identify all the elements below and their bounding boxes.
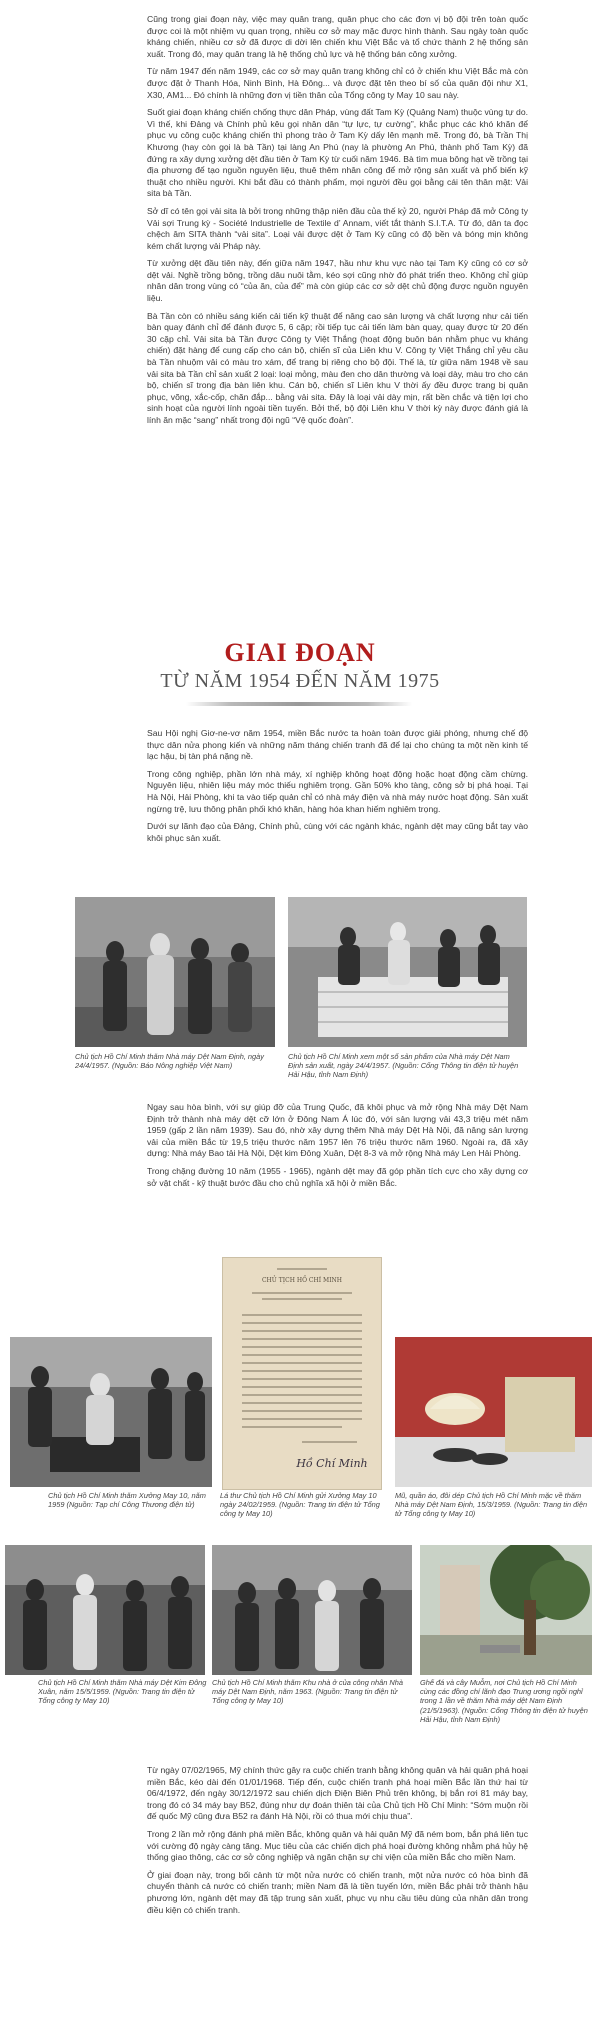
letter-signature: Hồ Chí Minh [296, 1457, 368, 1470]
section-2-text [147, 728, 528, 850]
photo-caption: Mũ, quần áo, đôi dép Chủ tịch Hồ Chí Minh mặc về thăm Nhà máy Dệt Nam Định, 15/3/1959. (Nguồn: Trang tin điện tử Tổng công ty May 10) [395, 1491, 588, 1519]
paragraph: Trong 2 lần mở rộng đánh phá miền Bắc, không quân và hải quân Mỹ đã ném bom, bắn phá liên tục với cường độ ngày càng tăng. Mục tiêu của các chiến dịch phá hoại đường không nhằm phá hủy hệ thống giao thông, các cơ sở công nghiệp và ngăn chặn sự chi viện của miền Bắc cho miền Nam. [147, 1828, 528, 1863]
paragraph: Ở giai đoạn này, trong bối cảnh từ một nửa nước có chiến tranh, một nửa nước có hòa bình đã chuyển thành cả nước có chiến tranh; miền Nam đã là tiền tuyến lớn, miền Bắc phải trở thành hậu phương lớn, ngành dệt may đã tập trung sản xuất, phục vụ nhu cầu tiêu dùng của nhân dân trong điều kiện có chiến tranh. [147, 1869, 528, 1915]
section-header [0, 638, 600, 693]
photo-products-review [288, 897, 527, 1047]
paragraph: Suốt giai đoạn kháng chiến chống thực dân Pháp, vùng đất Tam Kỳ (Quảng Nam) thuộc vùng tự do. Vì thế, khi Đảng và Chính phủ kêu gọi nhân dân “tự lực, tự cường”, khắc phục các khó khăn để phục vụ công cuộc kháng chiến thì phong trào ở Tam Kỳ dấy lên mạnh mẽ. Trong đó, bà Trần Thị Khương (hay còn gọi là bà Tần) tại làng An Phú (nay là phường An Phú, thành phố Tam Kỳ) đã đứng ra xây dựng xưởng dệt đầu tiên ở Tam Kỳ từ cuối năm 1946. Bà tìm mua bông hạt về trồng tại địa phương để tạo nguồn nguyên liệu, thuê thêm nhân công để mở rộng sản xuất và phổ biến kỹ thuật cho nhiều người. Khi bắt đầu có thành phẩm, mọi người đều gọi bằng cái tên thân mật: Vải sita bà Tần. [147, 107, 528, 199]
paragraph: Sau Hội nghị Giơ-ne-vơ năm 1954, miền Bắc nước ta hoàn toàn được giải phóng, nhưng chế độ thực dân nửa phong kiến và những năm tháng chiến tranh đã để lại cho chúng ta một nền kinh tế lạc hậu, bị tàn phá nặng nề. [147, 728, 528, 762]
photo-caption: Chủ tịch Hồ Chí Minh thăm Xưởng May 10, năm 1959 (Nguồn: Tạp chí Công Thương điện tử) [48, 1491, 206, 1510]
paragraph: Từ ngày 07/02/1965, Mỹ chính thức gây ra cuộc chiến tranh bằng không quân và hải quân phá hoại miền Bắc, kéo dài đến 01/01/1968. Tiếp đến, cuộc chiến tranh phá hoại miền Bắc lần thứ hai từ 06/4/1972, đến ngày 30/12/1972 sau chiến dịch Điện Biên Phủ trên không, bị bắn rơi 81 máy bay, trong đó có 34 máy bay B52, đúng như dự đoán thiên tài của Chủ tịch Hồ Chí Minh: “Sớm muộn rồi đế quốc Mỹ cũng đưa B52 ra đánh Hà Nội, rồi có thua mới chịu thua”. [147, 1765, 528, 1822]
photo-caption: Lá thư Chủ tịch Hồ Chí Minh gửi Xưởng May 10 ngày 24/02/1959. (Nguồn: Trang tin điện tử Tổng công ty May 10) [220, 1491, 380, 1519]
photo-belongings [395, 1337, 592, 1487]
section-4-text [147, 1765, 528, 1922]
photo-caption: Chủ tịch Hồ Chí Minh xem một số sản phẩm của Nhà máy Dệt Nam Định sản xuất, ngày 24/4/1957. (Nguồn: Cổng Thông tin điện tử huyện Hải Hậu, tỉnh Nam Định) [288, 1052, 519, 1080]
photo-nam-dinh-visit [75, 897, 275, 1047]
photo-dong-xuan-visit [5, 1545, 205, 1675]
paragraph: Cũng trong giai đoạn này, việc may quân trang, quân phục cho các đơn vị bộ đội trên toàn quốc được coi là một nhiệm vụ quan trọng, nhiều cơ sở may mặc được hình thành. Sau ngày toàn quốc kháng chiến, nhiều cơ sở đã được di dời lên chiến khu Việt Bắc và tổ chức thành 2 hệ thống sản xuất. Trong đó, may quân trang là hệ thống chủ lực và hệ thống bán công xưởng. [147, 14, 528, 59]
photo-caption: Chủ tịch Hồ Chí Minh thăm Nhà máy Dệt Nam Định, ngày 24/4/1957. (Nguồn: Báo Nông nghiệp Việt Nam) [75, 1052, 264, 1071]
photo-may-10-visit [10, 1337, 212, 1487]
section-1-text [147, 14, 528, 433]
section-subtitle: TỪ NĂM 1954 ĐẾN NĂM 1975 [160, 670, 440, 692]
paragraph: Từ năm 1947 đến năm 1949, các cơ sở may quân trang không chỉ có ở chiến khu Việt Bắc mà còn được đặt ở Thanh Hóa, Ninh Bình, Hà Đông... và được đặt tên theo bí số của quân đội như X1, X30, AM1... Đó chính là những đơn vị tiền thân của Tổng công ty May 10 sau này. [147, 66, 528, 100]
letter-heading: CHỦ TỊCH HỒ CHÍ MINH [261, 1277, 343, 1284]
paragraph: Trong chặng đường 10 năm (1955 - 1965), ngành dệt may đã góp phần tích cực cho xây dựng cơ sở vật chất - kỹ thuật bước đầu cho chủ nghĩa xã hội ở miền Bắc. [147, 1165, 528, 1188]
paragraph: Sở dĩ có tên gọi vải sita là bởi trong những thập niên đầu của thế kỷ 20, người Pháp đã mở Công ty Vải sợi Trung kỳ - Société Industrielle de Textile d’ Annam, viết tắt thành S.I.T.A. Từ đó, dân ta đọc chệch âm SITA thành “vải sita”. Loại vải được dệt ở Tam Kỳ cũng có độ bền và bóng mịn không kém chất lượng vải Pháp này. [147, 205, 528, 251]
paragraph: Từ xưởng dệt đầu tiên này, đến giữa năm 1947, hầu như khu vực nào tại Tam Kỳ cũng có cơ sở dệt vải. Nghề trồng bông, trồng dâu nuôi tằm, kéo sợi cũng nhờ đó phát triển theo. Không chỉ giúp nhân dân trong vùng có “của ăn, của để” mà còn giúp các cơ sở dệt chủ động được nguồn nguyên liệu. [147, 258, 528, 304]
photo-caption: Ghế đá và cây Muỗm, nơi Chủ tịch Hồ Chí Minh cùng các đồng chí lãnh đạo Trung ương ngồi nghỉ trong 1 lần về thăm Nhà máy dệt Nam Định (21/5/1963). (Nguồn: Cổng Thông tin điện tử huyện Hải Hậu, tỉnh Nam Định) [420, 1678, 588, 1724]
photo-caption: Chủ tịch Hồ Chí Minh thăm Nhà máy Dệt Kim Đông Xuân, năm 15/5/1959. (Nguồn: Trang tin điện tử Tổng công ty May 10) [38, 1678, 207, 1706]
paragraph: Trong công nghiệp, phần lớn nhà máy, xí nghiệp không hoạt động hoặc hoạt động cầm chừng. Nguyên liệu, nhiên liệu máy móc thiếu nghiêm trọng. Gần 50% kho tàng, công sở bị phá hoại. Tại Hà Nội, Hải Phòng, khi ta vào tiếp quản chỉ có nhà máy điện và nhà máy nước hoạt động. Sản xuất ngừng trệ, lưu thông phân phối khó khăn, hàng hóa khan hiếm nghiêm trọng. [147, 768, 528, 814]
paragraph: Bà Tần còn có nhiều sáng kiến cải tiến kỹ thuật để nâng cao sản lượng và chất lượng như cải tiến bàn quay đánh chỉ để đánh được 5, 6 cặp; rồi tiếp tục cải tiến làm bàn quay, quay được từ 20 đến 30 cặp chỉ. Vải sita bà Tần được Công ty Việt Thắng (hoạt động buôn bán nhằm phục vụ kháng chiến) đặt hàng để cung cấp cho cán bộ, chiến sĩ của Liên khu V. Công ty Việt Thắng chỉ yêu cầu bà Tần nhuộm vải có màu tro xám, để trang bị riêng cho bộ đội. Thế là, từ giữa năm 1948 về sau vải sita bà Tần chỉ sản xuất 2 loại: loại mỏng, màu đen cho dân thường và loại dày, màu tro cho cán bộ, chiến sĩ trong địa bàn liên khu. Cán bộ, chiến sĩ Liên khu V thời ấy đều được trang bị quân phục, võng, xắc-cốp, chăn đắp... bằng vải sita. Đây là loại vải dày mịn, rất bền chắc và tiện lợi cho sinh hoạt của người lính ngoài tiền tuyến. Bởi thế, bộ đội Liên khu V thời kỳ này được đánh giá là lính ăn mặc “sang” nhất trong đội ngũ “Vệ quốc đoàn”. [147, 310, 528, 425]
photo-worker-housing [212, 1545, 412, 1675]
photo-caption: Chủ tịch Hồ Chí Minh thăm Khu nhà ở của công nhân Nhà máy Dệt Nam Định, năm 1963. (Nguồn: Trang tin điện tử Tổng công ty May 10) [212, 1678, 403, 1706]
section-title: GIAI ĐOẠN [224, 638, 376, 667]
paragraph: Dưới sự lãnh đạo của Đảng, Chính phủ, cùng với các ngành khác, ngành dệt may cũng bắt tay vào khôi phục sản xuất. [147, 821, 528, 843]
photo-stone-bench-tree [420, 1545, 592, 1675]
paragraph: Ngay sau hòa bình, với sự giúp đỡ của Trung Quốc, đã khôi phục và mở rộng Nhà máy Dệt Nam Định trở thành nhà máy dệt cỡ lớn ở Đông Nam Á lúc đó, với sản lượng vải 43,3 triệu mét năm 1959 (gấp 2 lần năm 1939). Sau đó, nhờ xây dựng thêm Nhà máy Dệt Hà Nội, đã nâng sản lượng vải của miền Bắc từ 19,5 triệu thước năm 1957 lên 76 triệu thước năm 1960. Ngoài ra, đã xây dựng: Nhà máy Bao tải Hà Nội, Dệt kim Đông Xuân, Dệt 8-3 và mở rộng Nhà máy Len Hải Phòng. [147, 1102, 528, 1159]
header-underline [186, 702, 412, 706]
letter-image [222, 1257, 382, 1490]
section-3-text [147, 1102, 528, 1195]
